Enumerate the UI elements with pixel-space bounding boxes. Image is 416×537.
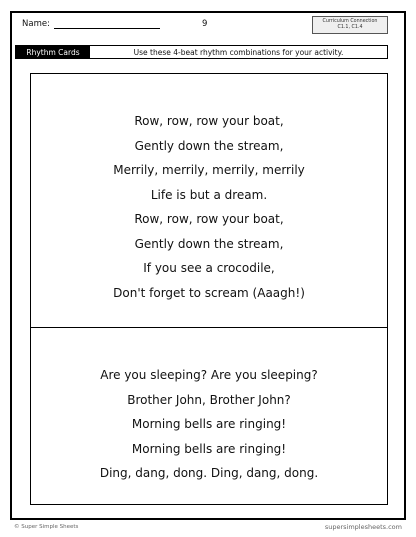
name-label: Name: <box>22 19 50 29</box>
footer-website: supersimplesheets.com <box>324 523 402 531</box>
footer-copyright: © Super Simple Sheets <box>14 524 79 530</box>
lyric-line: If you see a crocodile, <box>143 261 275 275</box>
curriculum-connection-box <box>312 16 388 34</box>
lyric-line: Row, row, row your boat, <box>134 212 284 226</box>
lyric-line: Life is but a dream. <box>150 187 268 202</box>
lyric-line: Gently down the stream, <box>134 236 284 251</box>
curriculum-title: Curriculum Connection <box>322 19 378 24</box>
rhythm-card-brother-john <box>31 363 387 486</box>
lyric-line: Gently down the stream, <box>134 138 284 153</box>
name-input-line[interactable] <box>54 20 160 29</box>
lyric-line: Brother John, Brother John? <box>127 392 291 407</box>
rhythm-cards-frame <box>30 73 388 505</box>
card-divider <box>31 327 387 328</box>
rhythm-card-row-your-boat <box>31 109 387 305</box>
instruction-banner <box>15 45 388 59</box>
banner-tag: Rhythm Cards <box>16 46 90 58</box>
lyric-line: Morning bells are ringing! <box>131 417 287 431</box>
lyric-line: Ding, dang, dong. Ding, dang, dong. <box>99 466 319 480</box>
lyric-line: Are you sleeping? Are you sleeping? <box>100 368 318 382</box>
name-field-row <box>22 19 160 29</box>
banner-instruction: Use these 4-beat rhythm combinations for your activity. <box>133 47 344 57</box>
page-number: 9 <box>202 19 208 29</box>
lyric-line: Row, row, row your boat, <box>134 114 284 128</box>
lyric-line: Don't forget to scream (Aaagh!) <box>113 285 305 300</box>
lyric-line: Morning bells are ringing! <box>131 441 287 456</box>
lyric-line: Merrily, merrily, merrily, merrily <box>113 163 305 177</box>
curriculum-codes: C1.1, C1.4 <box>337 25 363 30</box>
